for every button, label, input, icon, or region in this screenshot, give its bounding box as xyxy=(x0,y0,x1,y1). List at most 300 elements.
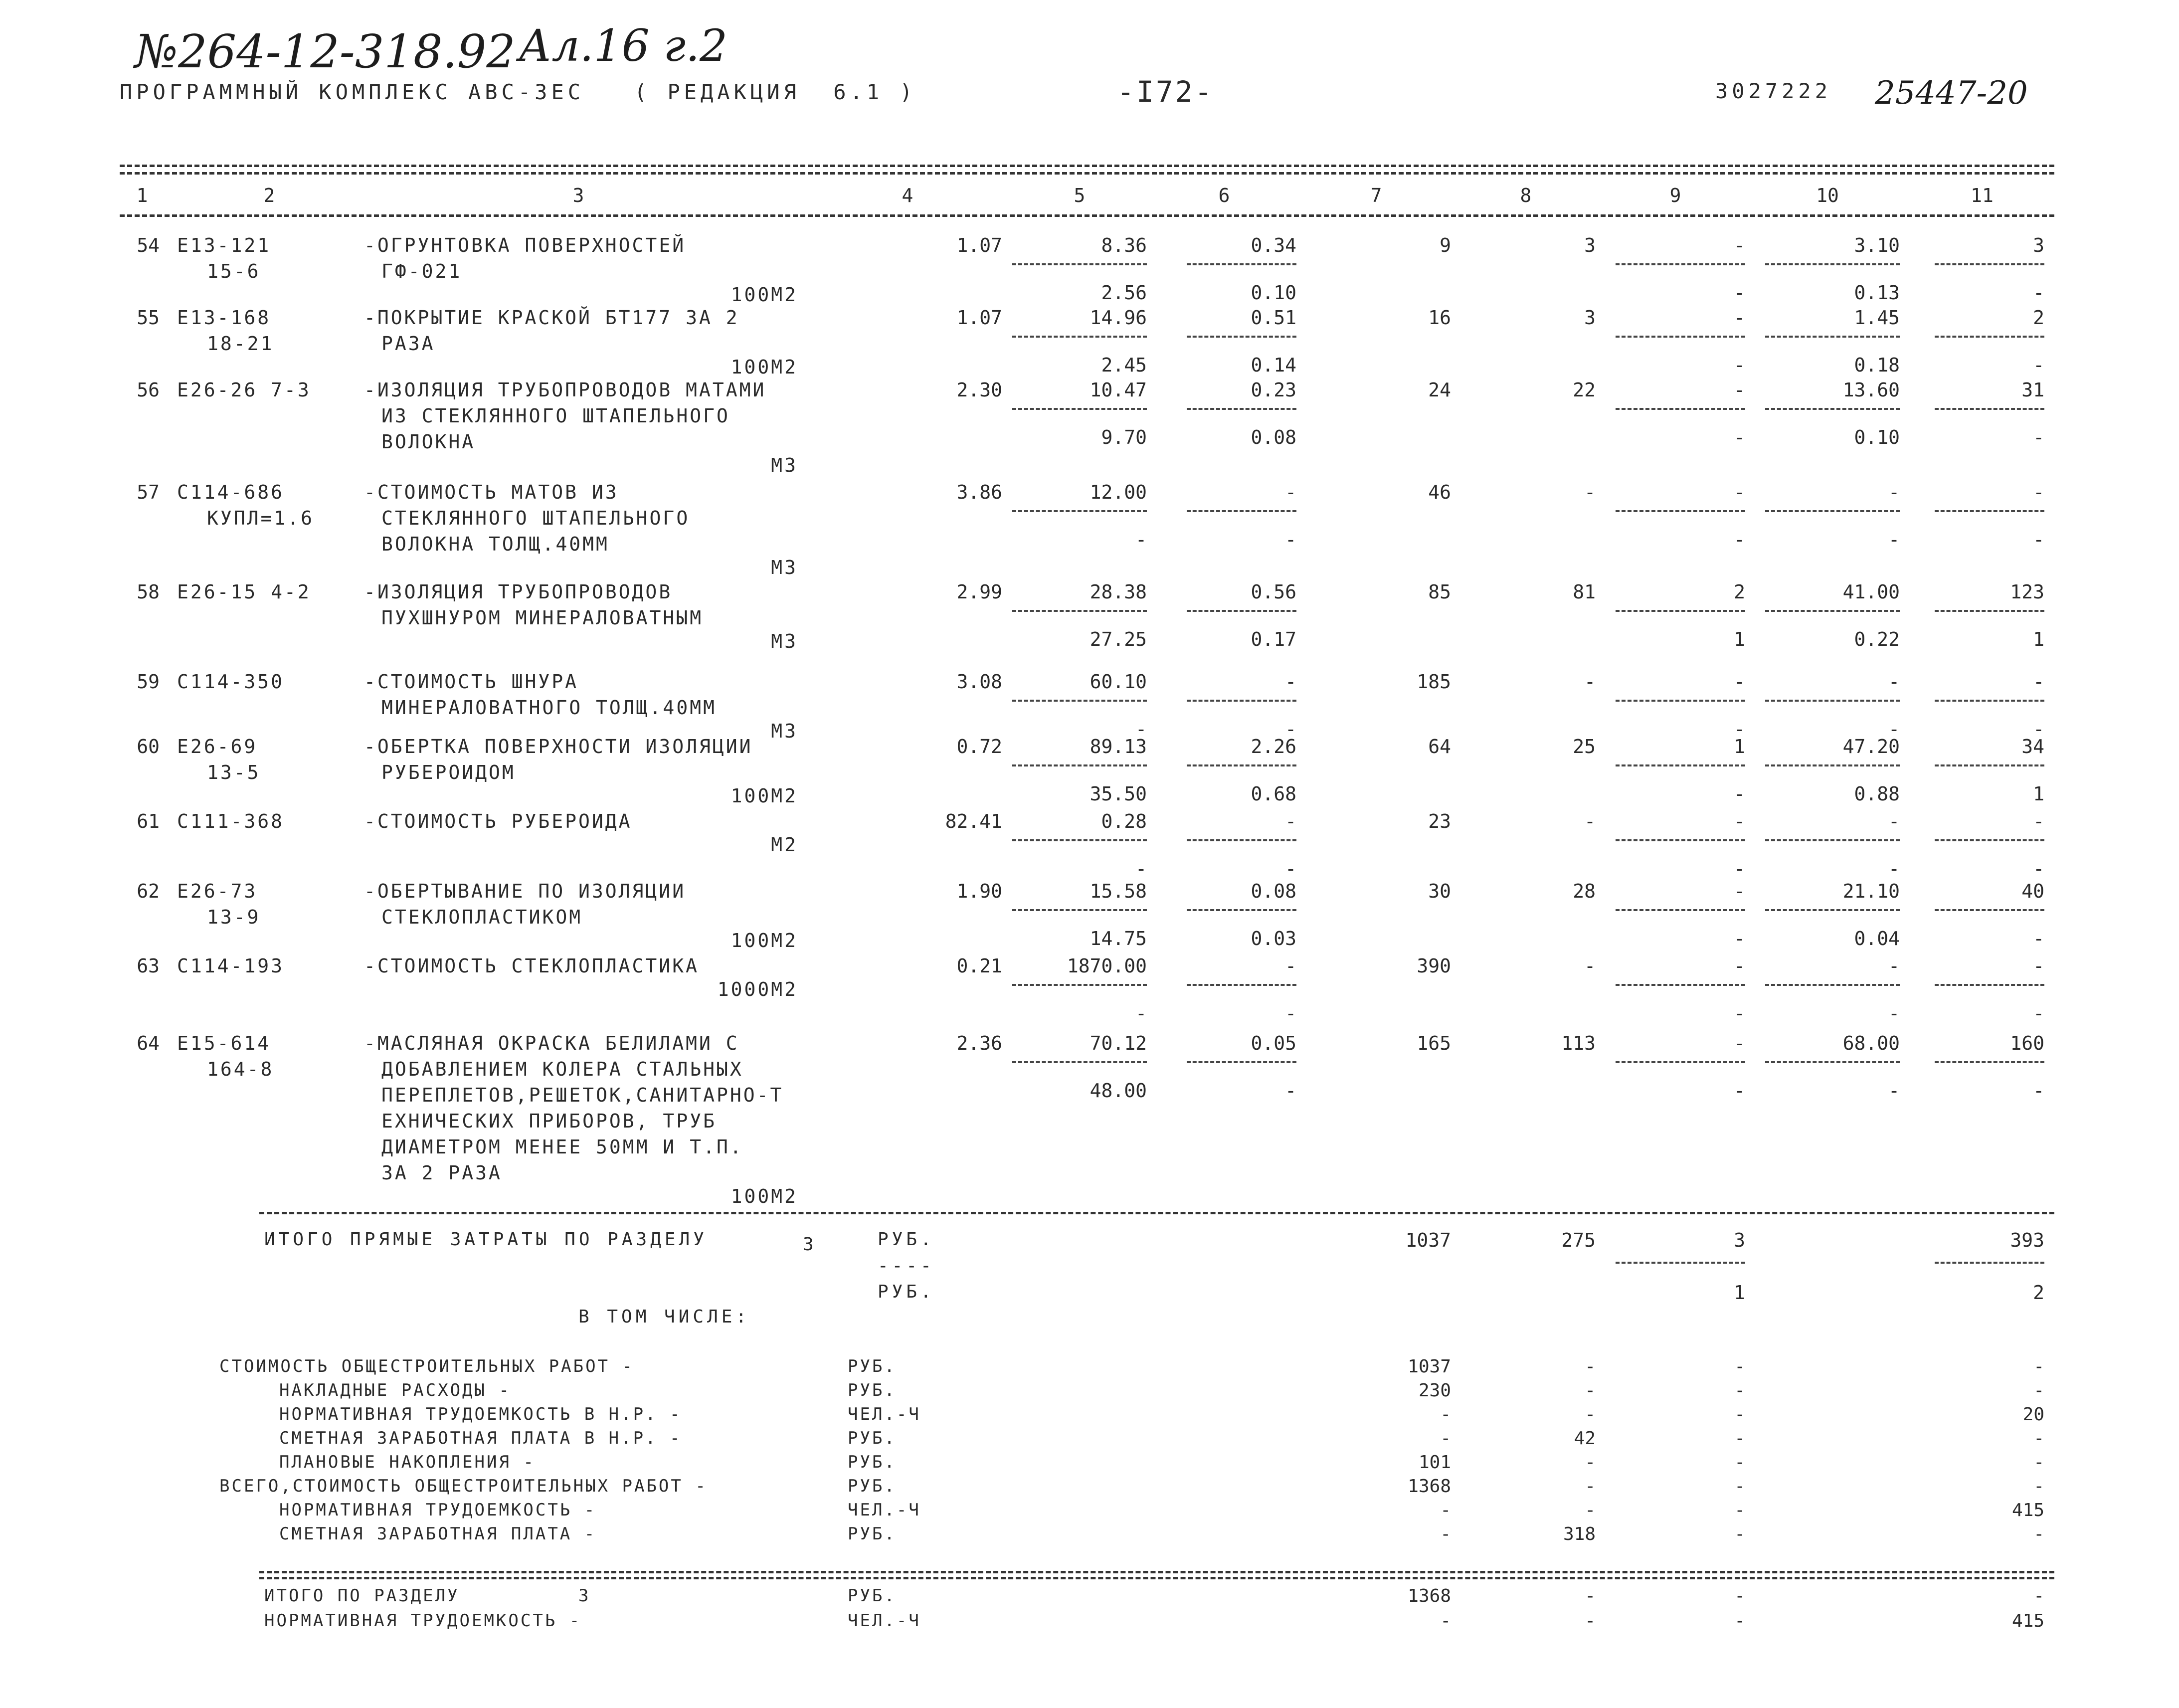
row-c5-bottom: 2.56 xyxy=(1101,282,1147,304)
summary-unit: РУБ. xyxy=(848,1380,897,1400)
row-c5-rule xyxy=(1012,984,1147,986)
row-c10-top: 68.00 xyxy=(1842,1032,1900,1054)
section-total-unit: ЧЕЛ.-Ч xyxy=(848,1611,921,1631)
total-direct-section: 3 xyxy=(803,1234,817,1255)
row-c4: 1.07 xyxy=(956,307,1002,329)
row-c11-bottom: 1 xyxy=(2033,628,2044,650)
summary-c8: 318 xyxy=(1563,1524,1596,1544)
row-c6-top: - xyxy=(1285,810,1296,832)
row-c6-rule xyxy=(1187,408,1296,410)
row-c9-rule xyxy=(1616,408,1745,410)
total-direct-c11b: 2 xyxy=(2033,1282,2044,1304)
row-c10-bottom: - xyxy=(1888,858,1900,880)
row-description: -ИЗОЛЯЦИЯ ТРУБОПРОВОДОВ МАТАМИ xyxy=(364,379,766,401)
row-description: -ОГРУНТОВКА ПОВЕРХНОСТЕЙ xyxy=(364,234,686,256)
row-c11-rule xyxy=(1935,408,2044,410)
including-heading: В ТОМ ЧИСЛЕ: xyxy=(578,1307,750,1327)
row-c9-top: - xyxy=(1734,671,1745,693)
summary-unit: РУБ. xyxy=(848,1476,897,1496)
row-c10-rule xyxy=(1765,510,1900,512)
section-total-label: НОРМАТИВНАЯ ТРУДОЕМКОСТЬ - xyxy=(264,1611,582,1631)
column-header: 6 xyxy=(1218,185,1230,206)
row-code: С111-368 xyxy=(177,810,285,832)
summary-unit: РУБ. xyxy=(848,1428,897,1448)
row-unit: 100М2 xyxy=(730,930,798,951)
summary-unit: ЧЕЛ.-Ч xyxy=(848,1404,921,1424)
row-c9-top: 2 xyxy=(1734,581,1745,603)
row-description: ГФ-021 xyxy=(381,260,462,282)
row-c9-top: - xyxy=(1734,880,1745,902)
row-c5-bottom: 9.70 xyxy=(1101,426,1147,448)
row-c6-rule xyxy=(1187,984,1296,986)
row-c9-bottom: - xyxy=(1734,529,1745,551)
row-c6-top: - xyxy=(1285,955,1296,977)
row-number: 55 xyxy=(137,307,160,329)
row-c11-top: 34 xyxy=(2021,736,2044,758)
row-c9-rule xyxy=(1616,984,1745,986)
row-description: -ОБЕРТЫВАНИЕ ПО ИЗОЛЯЦИИ xyxy=(364,880,686,902)
row-number: 54 xyxy=(137,234,160,256)
total-direct-c9: 3 xyxy=(1734,1229,1745,1251)
row-c5-top: 60.10 xyxy=(1090,671,1147,693)
row-c8: 3 xyxy=(1584,307,1596,329)
section-total-c11: - xyxy=(2033,1586,2044,1606)
row-description: -СТОИМОСТЬ РУБЕРОИДА xyxy=(364,810,632,832)
row-c9-rule xyxy=(1616,1061,1745,1063)
row-c5-rule xyxy=(1012,263,1147,265)
handwritten-doc-number: №264-12-318.92 xyxy=(135,25,516,78)
row-unit: М2 xyxy=(771,834,798,856)
row-description: ДИАМЕТРОМ МЕНЕЕ 50ММ И Т.П. xyxy=(381,1136,743,1158)
row-description: -ИЗОЛЯЦИЯ ТРУБОПРОВОДОВ xyxy=(364,581,673,603)
summary-c11: 20 xyxy=(2022,1404,2044,1425)
summary-c9: - xyxy=(1734,1500,1745,1520)
row-c7: 24 xyxy=(1428,379,1451,401)
row-c7: 64 xyxy=(1428,736,1451,758)
row-code: 13-9 xyxy=(207,906,261,928)
row-c6-top: 0.05 xyxy=(1251,1032,1296,1054)
column-header-rule xyxy=(120,214,2054,217)
row-c4: 2.99 xyxy=(956,581,1002,603)
row-c11-bottom: - xyxy=(2033,928,2044,949)
row-unit: 100М2 xyxy=(730,785,798,807)
total-direct-c8: 275 xyxy=(1561,1229,1596,1251)
handwritten-right-code: 25447-20 xyxy=(1875,75,2028,112)
column-header: 11 xyxy=(1971,185,1994,206)
row-number: 59 xyxy=(137,671,160,693)
row-c9-rule xyxy=(1616,909,1745,911)
row-c10-bottom: 0.04 xyxy=(1854,928,1900,949)
row-c6-bottom: 0.08 xyxy=(1251,426,1296,448)
summary-label: НАКЛАДНЫЕ РАСХОДЫ - xyxy=(279,1380,511,1400)
row-c11-rule xyxy=(1935,510,2044,512)
summary-c9: - xyxy=(1734,1524,1745,1544)
row-code: Е26-73 xyxy=(177,880,258,902)
row-c5-rule xyxy=(1012,336,1147,338)
row-c9-bottom: - xyxy=(1734,282,1745,304)
row-code: С114-686 xyxy=(177,481,285,503)
row-c11-rule xyxy=(1935,764,2044,766)
row-c9-bottom: - xyxy=(1734,783,1745,805)
row-c11-top: 160 xyxy=(2010,1032,2044,1054)
row-c5-bottom: 35.50 xyxy=(1090,783,1147,805)
row-c6-bottom: 0.10 xyxy=(1251,282,1296,304)
total-direct-c11: 393 xyxy=(2010,1229,2044,1251)
column-header: 3 xyxy=(572,185,584,206)
row-number: 64 xyxy=(137,1032,160,1054)
summary-unit: РУБ. xyxy=(848,1356,897,1376)
row-c11-bottom: - xyxy=(2033,1080,2044,1102)
total-direct-dashes: ---- xyxy=(878,1256,935,1276)
row-c9-rule xyxy=(1616,336,1745,338)
column-header: 1 xyxy=(136,185,148,206)
row-c4: 1.07 xyxy=(956,234,1002,256)
summary-c9: - xyxy=(1734,1404,1745,1425)
row-description: -МАСЛЯНАЯ ОКРАСКА БЕЛИЛАМИ С xyxy=(364,1032,739,1054)
row-c10-rule xyxy=(1765,909,1900,911)
row-c6-bottom: - xyxy=(1285,1080,1296,1102)
row-code: С114-193 xyxy=(177,955,285,977)
row-c8: - xyxy=(1584,810,1596,832)
row-c11-bottom: - xyxy=(2033,529,2044,551)
total-direct-c7: 1037 xyxy=(1405,1229,1451,1251)
row-unit: М3 xyxy=(771,720,798,742)
summary-c7: 1037 xyxy=(1408,1356,1451,1377)
column-header: 9 xyxy=(1669,185,1681,206)
row-c10-rule xyxy=(1765,1061,1900,1063)
row-c9-top: 1 xyxy=(1734,736,1745,758)
row-c11-rule xyxy=(1935,263,2044,265)
row-c9-top: - xyxy=(1734,234,1745,256)
summary-unit: РУБ. xyxy=(848,1452,897,1472)
row-description: ВОЛОКНА xyxy=(381,431,476,453)
row-description: СТЕКЛЯННОГО ШТАПЕЛЬНОГО xyxy=(381,507,690,529)
row-c5-top: 15.58 xyxy=(1090,880,1147,902)
row-c11-bottom: 1 xyxy=(2033,783,2044,805)
row-c11-top: 31 xyxy=(2021,379,2044,401)
summary-c9: - xyxy=(1734,1380,1745,1401)
row-c5-top: 0.28 xyxy=(1101,810,1147,832)
row-c4: 3.08 xyxy=(956,671,1002,693)
row-description: ЗА 2 РАЗА xyxy=(381,1162,502,1184)
row-c6-top: 0.08 xyxy=(1251,880,1296,902)
summary-c8: - xyxy=(1585,1476,1596,1497)
row-c4: 3.86 xyxy=(956,481,1002,503)
row-c10-bottom: - xyxy=(1888,718,1900,740)
summary-c11: - xyxy=(2033,1524,2044,1544)
total-direct-c11-rule xyxy=(1935,1262,2044,1264)
row-c6-rule xyxy=(1187,700,1296,702)
row-c11-top: - xyxy=(2033,481,2044,503)
row-c6-top: 0.56 xyxy=(1251,581,1296,603)
row-c5-top: 28.38 xyxy=(1090,581,1147,603)
row-c11-bottom: - xyxy=(2033,718,2044,740)
row-c6-rule xyxy=(1187,510,1296,512)
row-c5-bottom: 2.45 xyxy=(1101,354,1147,376)
table-top-rule-2 xyxy=(120,172,2054,175)
summary-c7: - xyxy=(1440,1404,1451,1425)
row-c6-rule xyxy=(1187,263,1296,265)
row-description: ПУХШНУРОМ МИНЕРАЛОВАТНЫМ xyxy=(381,607,704,629)
summary-c9: - xyxy=(1734,1428,1745,1449)
row-c6-top: - xyxy=(1285,481,1296,503)
row-c10-bottom: 0.18 xyxy=(1854,354,1900,376)
total-direct-c9b: 1 xyxy=(1734,1282,1745,1304)
total-direct-c9-rule xyxy=(1616,1262,1745,1264)
row-description: -СТОИМОСТЬ ШНУРА xyxy=(364,671,579,693)
row-c9-top: - xyxy=(1734,1032,1745,1054)
row-c11-bottom: - xyxy=(2033,1002,2044,1024)
column-header: 7 xyxy=(1370,185,1382,206)
row-c7: 46 xyxy=(1428,481,1451,503)
row-c5-bottom: 48.00 xyxy=(1090,1080,1147,1102)
row-description: РАЗА xyxy=(381,333,435,355)
row-c6-rule xyxy=(1187,610,1296,612)
summary-label: НОРМАТИВНАЯ ТРУДОЕМКОСТЬ В Н.Р. - xyxy=(279,1404,682,1424)
total-direct-label: ИТОГО ПРЯМЫЕ ЗАТРАТЫ ПО РАЗДЕЛУ xyxy=(264,1229,708,1250)
row-c9-rule xyxy=(1616,700,1745,702)
row-description: -СТОИМОСТЬ МАТОВ ИЗ xyxy=(364,481,619,503)
program-header: ПРОГРАММНЫЙ КОМПЛЕКС АВС-3ЕС ( РЕДАКЦИЯ 6.1 ) xyxy=(120,80,916,104)
section-total-c9: - xyxy=(1734,1611,1745,1631)
row-c6-rule xyxy=(1187,336,1296,338)
row-c9-bottom: - xyxy=(1734,718,1745,740)
row-code: Е26-26 7-3 xyxy=(177,379,311,401)
row-c10-bottom: 0.88 xyxy=(1854,783,1900,805)
row-c10-top: 21.10 xyxy=(1842,880,1900,902)
summary-unit: РУБ. xyxy=(848,1524,897,1544)
row-c8: 81 xyxy=(1573,581,1596,603)
row-c9-rule xyxy=(1616,764,1745,766)
row-c11-rule xyxy=(1935,700,2044,702)
row-c5-top: 14.96 xyxy=(1090,307,1147,329)
row-c6-top: 0.23 xyxy=(1251,379,1296,401)
summary-c11: 415 xyxy=(2011,1500,2044,1520)
row-code: 13-5 xyxy=(207,761,261,783)
row-c10-bottom: 0.13 xyxy=(1854,282,1900,304)
row-description: РУБЕРОИДОМ xyxy=(381,761,516,783)
row-description: ПЕРЕПЛЕТОВ,РЕШЕТОК,САНИТАРНО-Т xyxy=(381,1084,784,1106)
column-header: 5 xyxy=(1074,185,1086,206)
row-unit: 100М2 xyxy=(730,1185,798,1207)
row-description: -ОБЕРТКА ПОВЕРХНОСТИ ИЗОЛЯЦИИ xyxy=(364,736,753,758)
row-c9-bottom: - xyxy=(1734,354,1745,376)
summary-c8: - xyxy=(1585,1500,1596,1520)
row-c6-top: 0.51 xyxy=(1251,307,1296,329)
row-c6-bottom: - xyxy=(1285,718,1296,740)
summary-c7: 230 xyxy=(1418,1380,1451,1401)
summary-c7: - xyxy=(1440,1524,1451,1544)
row-c5-top: 89.13 xyxy=(1090,736,1147,758)
row-c5-bottom: - xyxy=(1135,1002,1147,1024)
row-c10-top: - xyxy=(1888,810,1900,832)
total-direct-unit: РУБ. xyxy=(878,1229,935,1250)
row-c8: - xyxy=(1584,671,1596,693)
row-c11-rule xyxy=(1935,336,2044,338)
row-c10-bottom: - xyxy=(1888,529,1900,551)
row-c11-top: 3 xyxy=(2033,234,2044,256)
column-header: 2 xyxy=(263,185,275,206)
summary-c8: - xyxy=(1585,1452,1596,1473)
row-code: КУПЛ=1.6 xyxy=(207,507,315,529)
row-c10-top: - xyxy=(1888,671,1900,693)
row-unit: 100М2 xyxy=(730,356,798,378)
row-c9-bottom: 1 xyxy=(1734,628,1745,650)
row-c5-rule xyxy=(1012,1061,1147,1063)
row-c4: 1.90 xyxy=(956,880,1002,902)
section-total-rule xyxy=(259,1571,2054,1573)
row-c8: - xyxy=(1584,481,1596,503)
summary-label: СМЕТНАЯ ЗАРАБОТНАЯ ПЛАТА В Н.Р. - xyxy=(279,1428,682,1448)
summary-label: СМЕТНАЯ ЗАРАБОТНАЯ ПЛАТА - xyxy=(279,1524,597,1544)
section-total-c7: - xyxy=(1440,1611,1451,1631)
row-c6-bottom: - xyxy=(1285,1002,1296,1024)
row-c5-rule xyxy=(1012,610,1147,612)
row-c11-rule xyxy=(1935,610,2044,612)
row-c7: 85 xyxy=(1428,581,1451,603)
row-description: -ПОКРЫТИЕ КРАСКОЙ БТ177 ЗА 2 xyxy=(364,307,739,329)
totals-top-rule xyxy=(259,1212,2054,1214)
row-c9-rule xyxy=(1616,610,1745,612)
row-c5-top: 8.36 xyxy=(1101,234,1147,256)
section-total-number: 3 xyxy=(578,1586,591,1606)
row-c10-rule xyxy=(1765,984,1900,986)
row-c10-top: 47.20 xyxy=(1842,736,1900,758)
summary-c7: - xyxy=(1440,1500,1451,1520)
row-c10-top: 1.45 xyxy=(1854,307,1900,329)
row-c5-top: 70.12 xyxy=(1090,1032,1147,1054)
row-number: 57 xyxy=(137,481,160,503)
row-c5-bottom: - xyxy=(1135,858,1147,880)
row-c5-bottom: 27.25 xyxy=(1090,628,1147,650)
row-c11-top: 123 xyxy=(2010,581,2044,603)
summary-c11: - xyxy=(2033,1476,2044,1497)
row-c10-top: 13.60 xyxy=(1842,379,1900,401)
summary-c8: - xyxy=(1585,1404,1596,1425)
row-c9-rule xyxy=(1616,510,1745,512)
section-total-c9: - xyxy=(1734,1586,1745,1606)
summary-c8: - xyxy=(1585,1380,1596,1401)
row-unit: 100М2 xyxy=(730,284,798,306)
row-c7: 9 xyxy=(1440,234,1451,256)
row-c8: 28 xyxy=(1573,880,1596,902)
row-code: С114-350 xyxy=(177,671,285,693)
row-unit: М3 xyxy=(771,454,798,476)
column-header: 10 xyxy=(1816,185,1839,206)
row-c9-bottom: - xyxy=(1734,928,1745,949)
row-c9-rule xyxy=(1616,263,1745,265)
row-c6-bottom: 0.14 xyxy=(1251,354,1296,376)
row-c7: 165 xyxy=(1417,1032,1451,1054)
row-c10-rule xyxy=(1765,263,1900,265)
row-c11-top: - xyxy=(2033,810,2044,832)
row-c7: 390 xyxy=(1417,955,1451,977)
row-number: 58 xyxy=(137,581,160,603)
section-total-c8: - xyxy=(1585,1586,1596,1606)
section-total-unit: РУБ. xyxy=(848,1586,897,1606)
row-c10-rule xyxy=(1765,610,1900,612)
row-c9-bottom: - xyxy=(1734,1080,1745,1102)
row-description: ВОЛОКНА ТОЛЩ.40ММ xyxy=(381,533,609,555)
row-c9-top: - xyxy=(1734,955,1745,977)
row-c5-rule xyxy=(1012,408,1147,410)
row-c9-top: - xyxy=(1734,810,1745,832)
row-c10-rule xyxy=(1765,839,1900,841)
row-c11-bottom: - xyxy=(2033,282,2044,304)
row-c5-bottom: - xyxy=(1135,718,1147,740)
row-c8: 25 xyxy=(1573,736,1596,758)
row-c6-bottom: - xyxy=(1285,529,1296,551)
section-total-c11: 415 xyxy=(2011,1611,2044,1631)
row-description: ДОБАВЛЕНИЕМ КОЛЕРА СТАЛЬНЫХ xyxy=(381,1058,743,1080)
row-description: -СТОИМОСТЬ СТЕКЛОПЛАСТИКА xyxy=(364,955,699,977)
row-c11-rule xyxy=(1935,909,2044,911)
row-c5-rule xyxy=(1012,764,1147,766)
row-c5-top: 12.00 xyxy=(1090,481,1147,503)
row-description: ИЗ СТЕКЛЯННОГО ШТАПЕЛЬНОГО xyxy=(381,405,730,427)
row-c9-rule xyxy=(1616,839,1745,841)
row-description: МИНЕРАЛОВАТНОГО ТОЛЩ.40ММ xyxy=(381,697,717,719)
section-total-label: ИТОГО ПО РАЗДЕЛУ xyxy=(264,1586,460,1606)
document-code: 3027222 xyxy=(1715,79,1832,103)
row-c6-bottom: 0.03 xyxy=(1251,928,1296,949)
row-c6-rule xyxy=(1187,839,1296,841)
row-c8: - xyxy=(1584,955,1596,977)
row-c6-rule xyxy=(1187,1061,1296,1063)
row-c4: 2.36 xyxy=(956,1032,1002,1054)
summary-label: НОРМАТИВНАЯ ТРУДОЕМКОСТЬ - xyxy=(279,1500,597,1520)
row-unit: М3 xyxy=(771,630,798,652)
section-total-c7: 1368 xyxy=(1408,1586,1451,1606)
row-c6-rule xyxy=(1187,764,1296,766)
row-code: Е26-15 4-2 xyxy=(177,581,311,603)
row-c10-rule xyxy=(1765,764,1900,766)
row-c6-bottom: - xyxy=(1285,858,1296,880)
row-c10-bottom: 0.10 xyxy=(1854,426,1900,448)
row-c5-top: 1870.00 xyxy=(1067,955,1147,977)
row-c4: 2.30 xyxy=(956,379,1002,401)
row-number: 56 xyxy=(137,379,160,401)
row-c8: 22 xyxy=(1573,379,1596,401)
summary-c9: - xyxy=(1734,1356,1745,1377)
row-c11-rule xyxy=(1935,984,2044,986)
summary-c7: 1368 xyxy=(1408,1476,1451,1497)
row-code: Е13-168 xyxy=(177,307,271,329)
row-c7: 16 xyxy=(1428,307,1451,329)
row-code: 18-21 xyxy=(207,333,274,355)
column-header: 8 xyxy=(1520,185,1532,206)
handwritten-sheet-ref: Ал.16 г.2 xyxy=(519,20,728,71)
row-c11-rule xyxy=(1935,1061,2044,1063)
row-description: СТЕКЛОПЛАСТИКОМ xyxy=(381,906,583,928)
row-c11-top: - xyxy=(2033,955,2044,977)
row-c10-rule xyxy=(1765,408,1900,410)
summary-c8: 42 xyxy=(1574,1428,1596,1449)
summary-c8: - xyxy=(1585,1356,1596,1377)
row-c10-rule xyxy=(1765,336,1900,338)
row-c11-top: 2 xyxy=(2033,307,2044,329)
row-c5-top: 10.47 xyxy=(1090,379,1147,401)
row-c10-top: - xyxy=(1888,955,1900,977)
summary-c7: 101 xyxy=(1418,1452,1451,1473)
total-direct-unit-2: РУБ. xyxy=(878,1282,935,1302)
row-c9-bottom: - xyxy=(1734,1002,1745,1024)
row-code: Е13-121 xyxy=(177,234,271,256)
row-c6-top: 2.26 xyxy=(1251,736,1296,758)
row-c6-bottom: 0.17 xyxy=(1251,628,1296,650)
column-header: 4 xyxy=(902,185,913,206)
row-c10-bottom: - xyxy=(1888,1080,1900,1102)
